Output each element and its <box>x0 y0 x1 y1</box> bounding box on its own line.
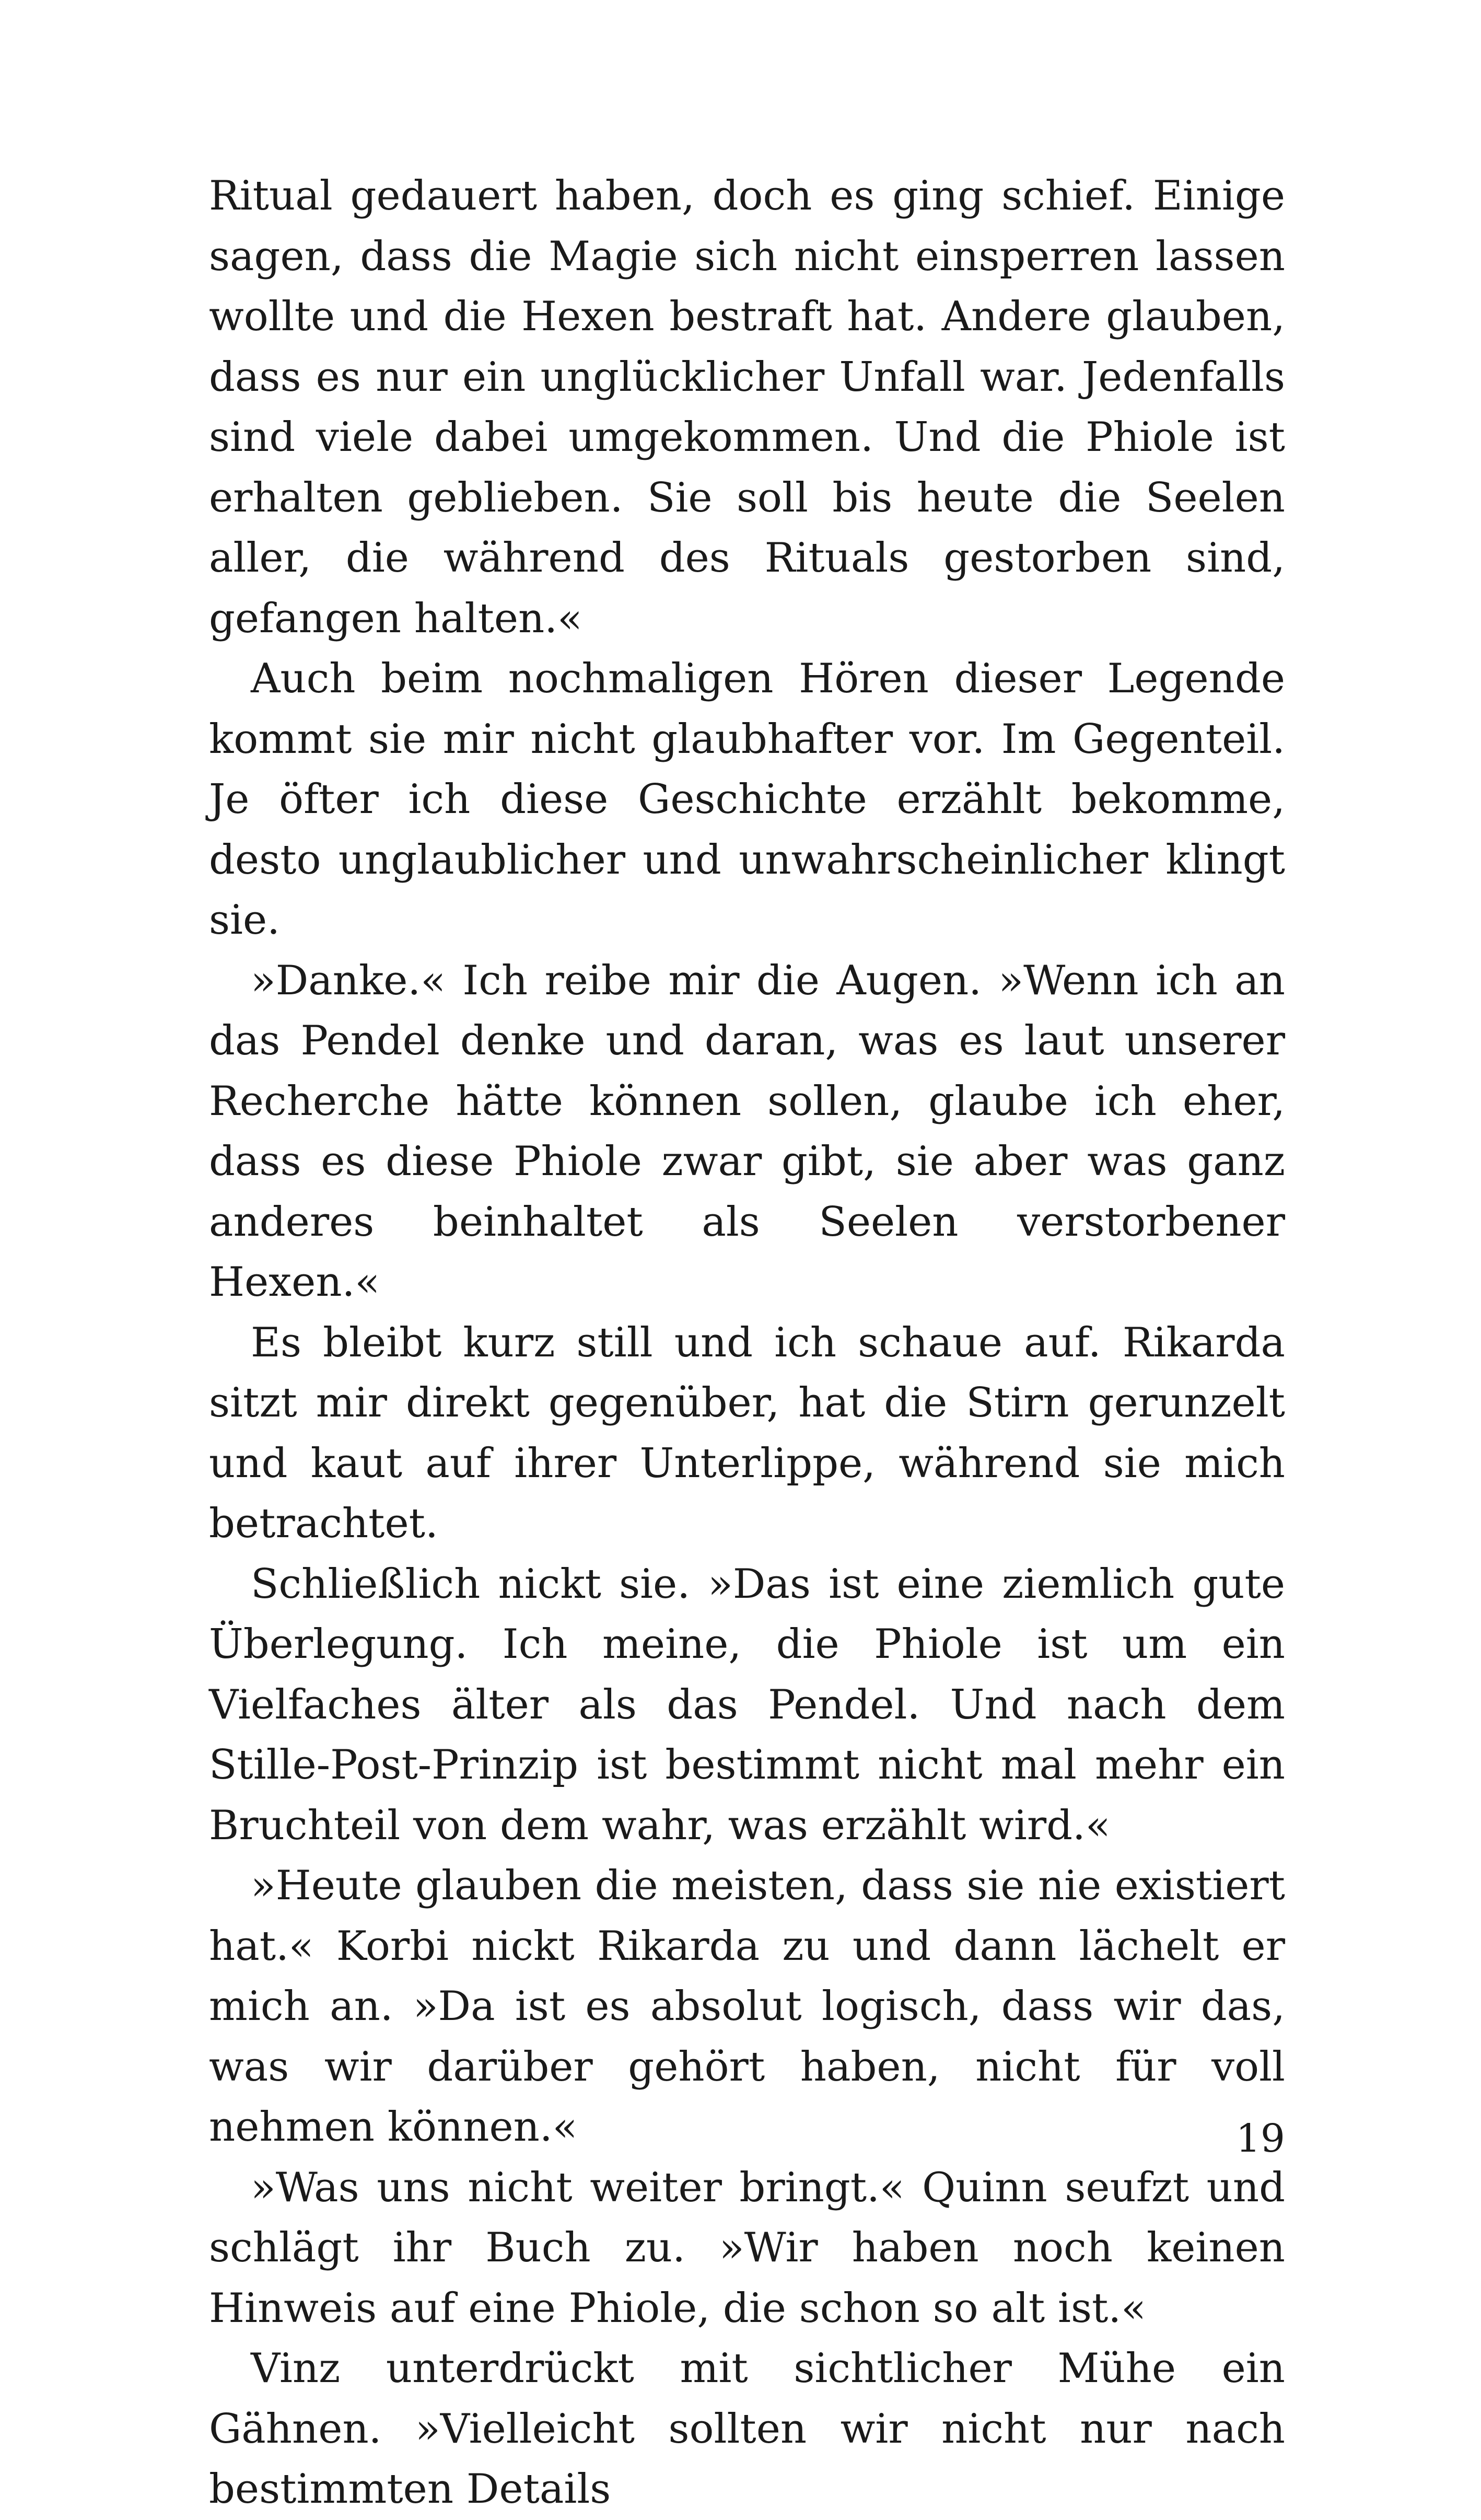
paragraph-4: Es bleibt kurz still und ich schaue auf. Rikarda sitzt mir direkt gegenüber, hat die Stirn gerunzelt und kaut auf ihrer Unterlippe, während sie mich betrachtet. <box>209 1319 1285 1547</box>
body-text <box>209 166 1285 2520</box>
paragraph-5: Schließlich nickt sie. »Das ist eine ziemlich gute Überlegung. Ich meine, die Phiole ist um ein Vielfaches älter als das Pendel. Und nach dem Stille-Post-Prinzip ist bestimmt nicht mal mehr ein Bruchteil von dem wahr, was erzählt wird.« <box>209 1560 1285 1849</box>
paragraph-2: Auch beim nochmaligen Hören dieser Legende kommt sie mir nicht glaubhafter vor. Im Gegenteil. Je öfter ich diese Geschichte erzählt bekomme, desto unglaublicher und unwahrscheinlicher klingt sie. <box>209 655 1285 944</box>
paragraph-8: Vinz unterdrückt mit sichtlicher Mühe ein Gähnen. »Vielleicht sollten wir nicht nur nach bestimmten Details <box>209 2345 1285 2513</box>
paragraph-7: »Was uns nicht weiter bringt.« Quinn seufzt und schlägt ihr Buch zu. »Wir haben noch keinen Hinweis auf eine Phiole, die schon so alt ist.« <box>209 2164 1285 2332</box>
page-number: 19 <box>1235 2116 1285 2161</box>
paragraph-1: Ritual gedauert haben, doch es ging schief. Einige sagen, dass die Magie sich nicht einsperren lassen wollte und die Hexen bestraft hat. Andere glauben, dass es nur ein unglücklicher Unfall war. Jedenfalls sind viele dabei umgekommen. Und die Phiole ist erhalten geblieben. Sie soll bis heute die Seelen aller, die während des Rituals gestorben sind, gefangen halten.« <box>209 172 1285 642</box>
paragraph-3: »Danke.« Ich reibe mir die Augen. »Wenn ich an das Pendel denke und daran, was es laut unserer Recherche hätte können sollen, glaube ich eher, dass es diese Phiole zwar gibt, sie aber was ganz anderes beinhaltet als Seelen verstorbener Hexen.« <box>209 957 1285 1306</box>
paragraph-6: »Heute glauben die meisten, dass sie nie existiert hat.« Korbi nickt Rikarda zu und dann lächelt er mich an. »Da ist es absolut logisch, dass wir das, was wir darüber gehört haben, nicht für voll nehmen können.« <box>209 1862 1285 2151</box>
